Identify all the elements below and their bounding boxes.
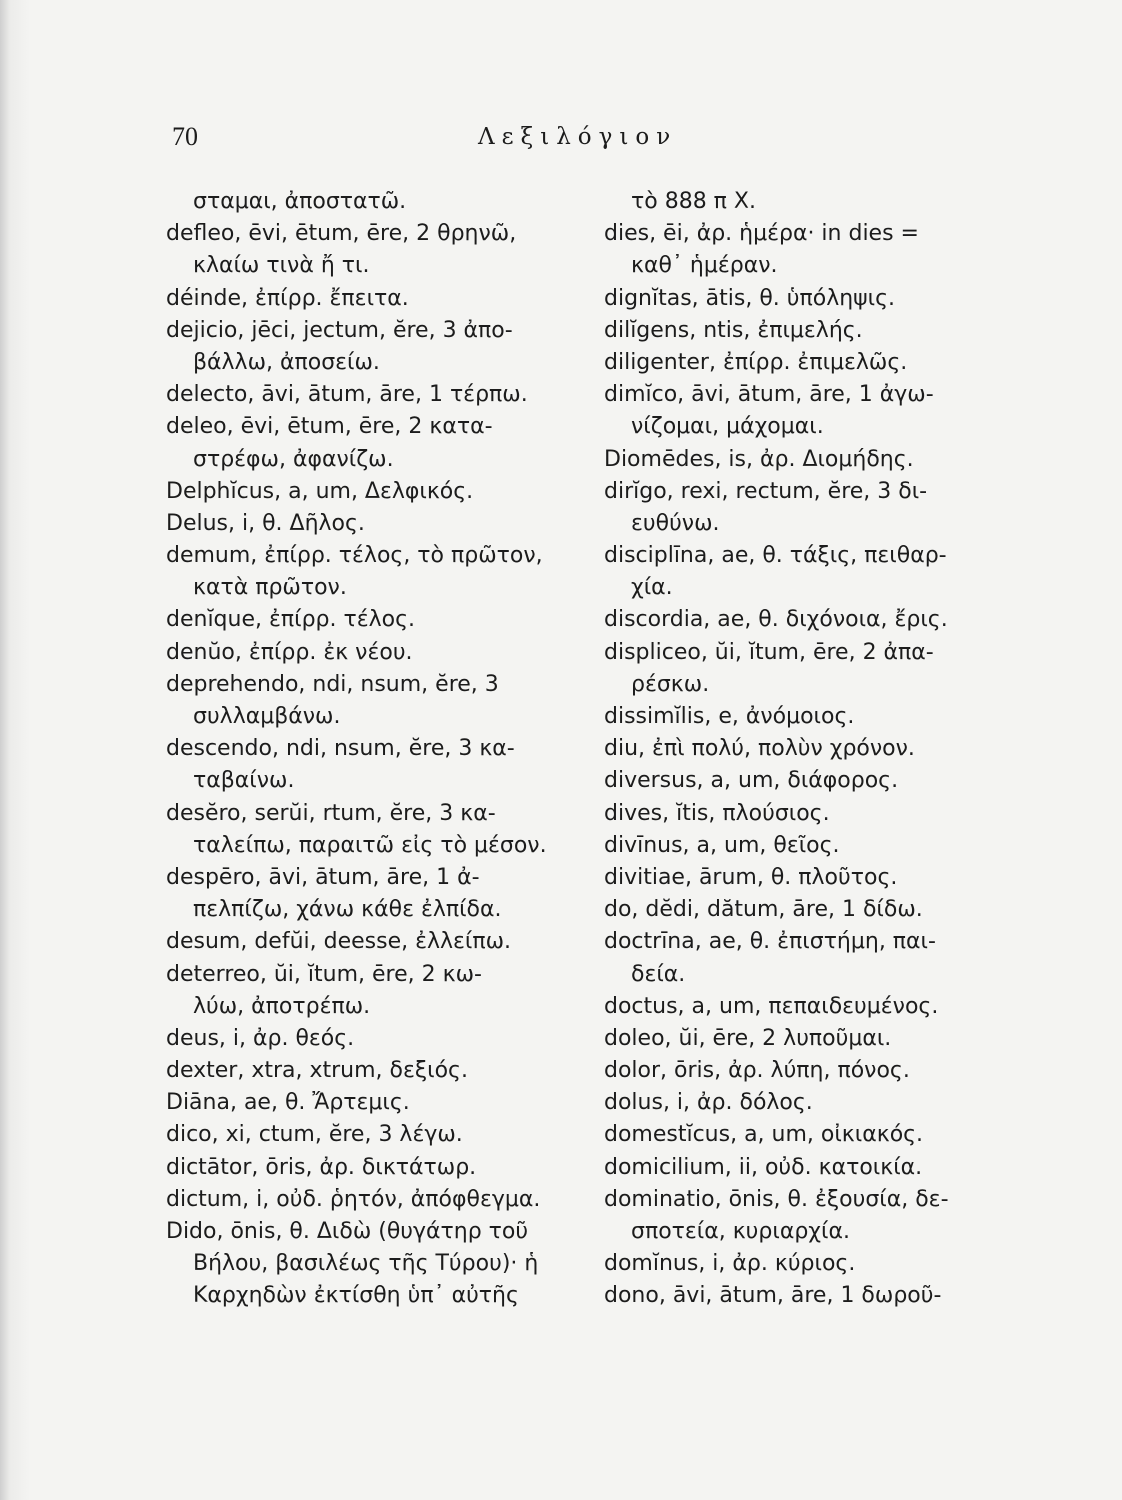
entry-line: doleo, ŭi, ēre, 2 λυποῦμαι. [604,1025,892,1051]
entry-line: demum, ἐπίρρ. τέλος, τὸ πρῶτον, [166,543,543,569]
entry-line: descendo, ndi, nsum, ĕre, 3 κα- [166,736,515,762]
entry-line: dignĭtas, ātis, θ. ὑπόληψις. [604,285,896,311]
entry-line: desĕro, serŭi, rtum, ĕre, 3 κα- [166,800,496,826]
entry-continuation-line: Βήλου, βασιλέως τῆς Τύρου)· ἡ [193,1251,539,1277]
entry-continuation-line: καθ᾽ ἡμέραν. [631,253,778,279]
entry-line: diversus, a, um, διάφορος. [604,768,899,794]
entry-continuation-line: σταμαι, ἀποστατῶ. [193,189,407,214]
entry-line: displiceo, ŭi, ĭtum, ēre, 2 ἀπα- [604,639,934,665]
entry-line: do, dĕdi, dătum, āre, 1 δίδω. [604,897,923,923]
entry-line: denŭo, ἐπίρρ. ἐκ νέου. [166,639,413,665]
entry-continuation-line: λύω, ἀποτρέπω. [193,993,371,1019]
entry-line: divīnus, a, um, θεῖος. [604,832,840,858]
entry-line: Diomēdes, is, ἀρ. Διομήδης. [604,446,914,472]
entry-continuation-line: ρέσκω. [631,671,710,697]
entry-line: dies, ēi, ἀρ. ἡμέρα· in dies = [604,221,919,247]
entry-line: deprehendo, ndi, nsum, ĕre, 3 [166,671,499,697]
entry-continuation-line: χία. [631,575,673,601]
entry-line: dissimĭlis, e, ἀνόμοιος. [604,704,855,729]
entry-line: dictātor, ōris, ἀρ. δικτάτωρ. [166,1154,477,1180]
entry-line: Diāna, ae, θ. Ἄρτεμις. [166,1090,410,1116]
entry-continuation-line: κατὰ πρῶτον. [193,575,347,601]
right-column [604,186,1049,1313]
entry-line: domestĭcus, a, um, οἰκιακός. [604,1122,924,1148]
entry-line: doctus, a, um, πεπαιδευμένος. [604,993,939,1019]
entry-line: diu, ἐπὶ πολύ, πολὺν χρόνον. [604,736,915,762]
entry-line: dolus, i, ἀρ. δόλος. [604,1090,813,1116]
entry-line: deterreo, ŭi, ĭtum, ēre, 2 κω- [166,961,482,987]
entry-line: dico, xi, ctum, ĕre, 3 λέγω. [166,1122,463,1148]
entry-continuation-line: νίζομαι, μάχομαι. [631,414,824,440]
entry-line: defleo, ēvi, ētum, ēre, 2 θρηνῶ, [166,221,517,247]
left-column [166,186,571,1313]
entry-continuation-line: βάλλω, ἀποσείω. [193,349,380,375]
entry-line: dono, āvi, ātum, āre, 1 δωροῦ- [604,1283,942,1309]
entry-continuation-line: τὸ 888 π Χ. [631,189,756,214]
entry-line: delecto, āvi, ātum, āre, 1 τέρπω. [166,382,528,408]
entry-line: dilĭgens, ntis, ἐπιμελής. [604,317,863,343]
entry-line: deleo, ēvi, ētum, ēre, 2 κατα- [166,414,493,440]
entry-line: dexter, xtra, xtrum, δεξιός. [166,1058,468,1084]
page-number: 70 [172,122,198,151]
entry-line: dejicio, jēci, jectum, ĕre, 3 ἀπο- [166,317,513,343]
entry-line: denĭque, ἐπίρρ. τέλος. [166,607,416,633]
entry-line: deus, i, ἀρ. θεός. [166,1025,355,1051]
entry-continuation-line: σποτεία, κυριαρχία. [631,1219,850,1244]
entry-continuation-line: ευθύνω. [631,510,720,536]
entry-line: Delphĭcus, a, um, Δελφικός. [166,478,474,504]
entry-line: discordia, ae, θ. διχόνοια, ἔρις. [604,607,948,633]
entry-line: dolor, ōris, ἀρ. λύπη, πόνος. [604,1058,910,1084]
entry-line: disciplīna, ae, θ. τάξις, πειθαρ- [604,543,947,569]
entry-continuation-line: κλαίω τινὰ ἤ τι. [193,253,370,279]
entry-continuation-line: Καρχηδὼν ἐκτίσθη ὑπ᾽ αὐτῆς [193,1283,519,1309]
entry-line: dirĭgo, rexi, rectum, ĕre, 3 δι- [604,478,928,504]
entry-line: dives, ĭtis, πλούσιος. [604,800,830,826]
entry-continuation-line: ταβαίνω. [193,768,295,794]
entry-line: desum, defŭi, deesse, ἐλλείπω. [166,929,512,955]
entry-line: divitiae, ārum, θ. πλοῦτος. [604,864,898,890]
entry-continuation-line: συλλαμβάνω. [193,704,341,729]
entry-line: Dido, ōnis, θ. Διδὼ (θυγάτηρ τοῦ [166,1219,529,1244]
running-head: Λεξιλόγιον [478,124,678,150]
entry-line: domĭnus, i, ἀρ. κύριος. [604,1251,856,1277]
entry-line: dimĭco, āvi, ātum, āre, 1 ἀγω- [604,382,934,408]
entry-continuation-line: στρέφω, ἀφανίζω. [193,446,394,472]
entry-continuation-line: πελπίζω, χάνω κάθε ἐλπίδα. [193,897,502,923]
entry-line: dominatio, ōnis, θ. ἐξουσία, δε- [604,1186,949,1212]
entry-line: domicilium, ii, οὐδ. κατοικία. [604,1154,923,1180]
entry-line: despēro, āvi, ātum, āre, 1 ἀ- [166,864,480,890]
entry-line: doctrīna, ae, θ. ἐπιστήμη, παι- [604,929,936,955]
entry-line: diligenter, ἐπίρρ. ἐπιμελῶς. [604,349,908,375]
entry-line: déinde, ἐπίρρ. ἔπειτα. [166,285,409,311]
entry-line: Delus, i, θ. Δῆλος. [166,510,365,536]
entry-line: dictum, i, οὐδ. ῥητόν, ἀπόφθεγμα. [166,1186,541,1212]
entry-continuation-line: ταλείπω, παραιτῶ εἰς τὸ μέσον. [193,832,547,858]
entry-continuation-line: δεία. [631,961,686,987]
